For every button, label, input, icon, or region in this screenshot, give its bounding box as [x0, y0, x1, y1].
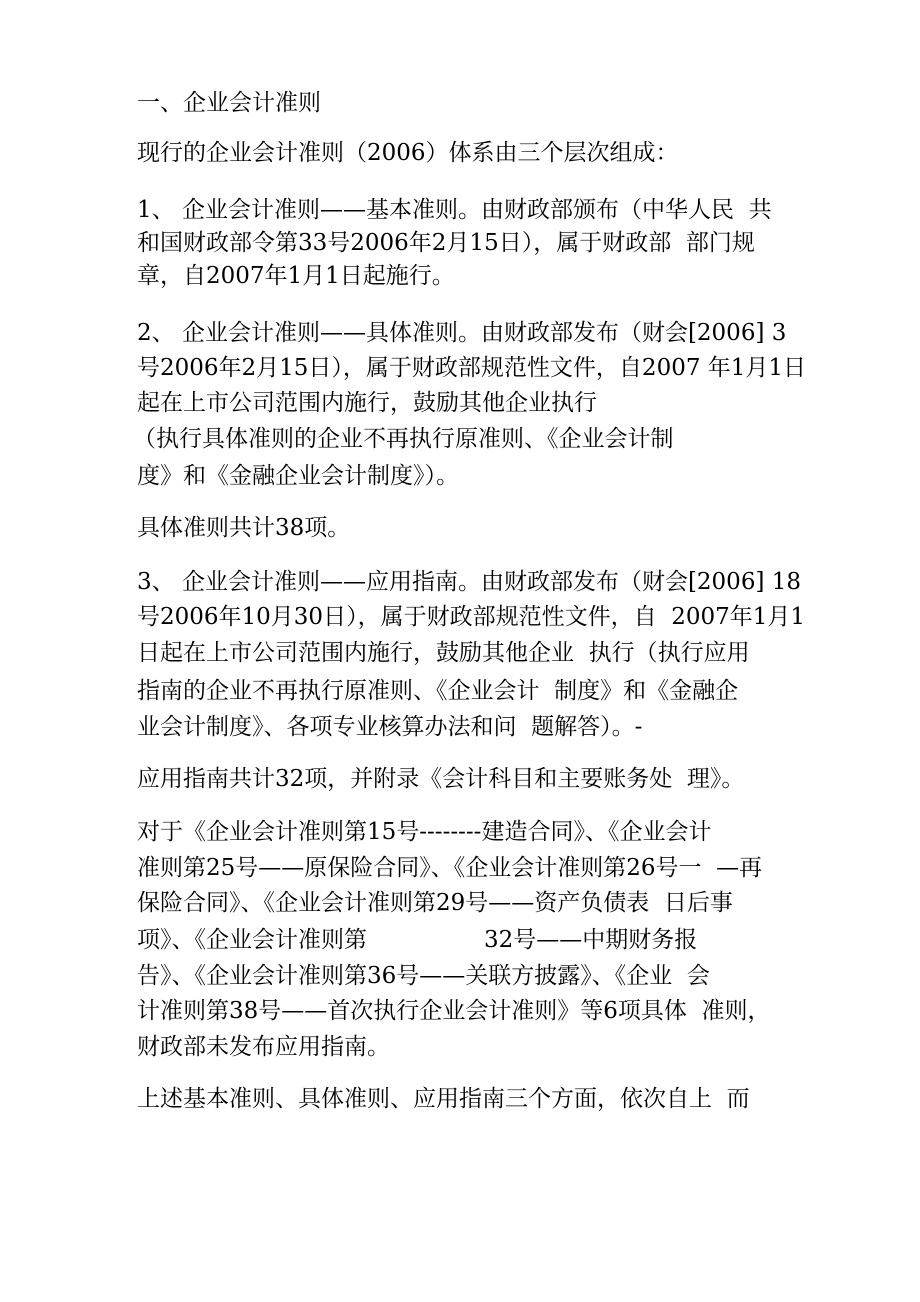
summary-paragraph: 上述基本准则、具体准则、应用指南三个方面，依次自上 而 [137, 1086, 750, 1112]
item2-line: 号2006年2月15日），属于财政部规范性文件，自2007 年1月1日 [137, 355, 807, 381]
item3-line: 指南的企业不再执行原准则、《企业会计 制度》和《金融企 [137, 678, 739, 704]
exceptions-line: 计准则第38号——首次执行企业会计准则》等6项具体 准则， [137, 998, 771, 1024]
section-heading: 一、企业会计准则 [137, 90, 321, 116]
item3-line: 号2006年10月30日），属于财政部规范性文件，自 2007年1月1 [137, 604, 805, 630]
exceptions-line: 项》、《企业会计准则第 32号——中期财务报 [137, 927, 698, 953]
item3-line: 3、 企业会计准则——应用指南。由财政部发布（财会[2006] 18 [137, 569, 802, 595]
exceptions-line: 告》、《企业会计准则第36号——关联方披露》、《企业 会 [137, 963, 710, 989]
item3-line: 业会计制度》、各项专业核算办法和问 题解答）。- [137, 714, 643, 740]
item1-line: 章，自2007年1月1日起施行。 [137, 263, 455, 289]
item1-line: 1、 企业会计准则——基本准则。由财政部颁布（中华人民 共 [137, 197, 772, 223]
exceptions-line: 对于《企业会计准则第15号--------建造合同》、《企业会计 [137, 819, 712, 845]
intro-paragraph: 现行的企业会计准则（2006）体系由三个层次组成： [137, 140, 679, 166]
exceptions-line: 准则第25号——原保险合同》、《企业会计准则第26号一 —再 [137, 855, 763, 881]
item3-line: 日起在上市公司范围内施行，鼓励其他企业 执行（执行应用 [137, 640, 750, 666]
item1-line: 和国财政部令第33号2006年2月15日），属于财政部 部门规 [137, 230, 755, 256]
item2-line: 2、 企业会计准则——具体准则。由财政部发布（财会[2006] 3 [137, 320, 787, 346]
item2-line: 起在上市公司范围内施行，鼓励其他企业执行 [137, 390, 597, 416]
specific-standards-count: 具体准则共计38项。 [137, 515, 351, 541]
item2-line: （执行具体准则的企业不再执行原准则、《企业会计制 [133, 426, 674, 452]
item2-line: 度》和《金融企业会计制度》）。 [137, 463, 459, 489]
guides-count: 应用指南共计32项，并附录《会计科目和主要账务处 理》。 [137, 766, 745, 792]
exceptions-line: 保险合同》、《企业会计准则第29号——资产负债表 日后事 [137, 890, 733, 916]
exceptions-line: 财政部未发布应用指南。 [137, 1034, 390, 1060]
